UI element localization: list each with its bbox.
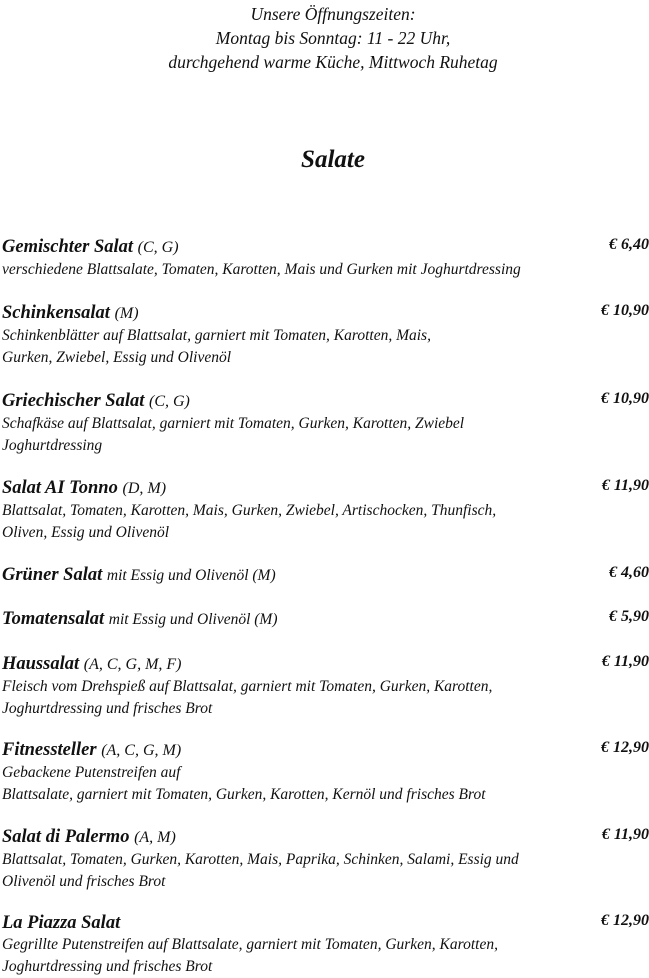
item-price: € 11,90 (601, 826, 649, 843)
section-title: Salate (301, 146, 365, 173)
item-description: Schinkenblätter auf Blattsalat, garniert mit Tomaten, Karotten, Mais, Gurken, Zwiebel, Essig und Olivenöl (2, 327, 431, 366)
menu-item (2, 564, 649, 587)
item-description: Blattsalat, Tomaten, Gurken, Karotten, Mais, Paprika, Schinken, Salami, Essig und Olivenöl und frisches Brot (2, 851, 519, 890)
item-description: Gebackene Putenstreifen auf Blattsalate, garniert mit Tomaten, Gurken, Karotten, Kernöl und frisches Brot (2, 764, 486, 803)
item-description: Gegrillte Putenstreifen auf Blattsalate, garniert mit Tomaten, Gurken, Karotten, Joghurtdressing und frisches Brot (2, 936, 498, 975)
item-allergens: (C, G) (148, 393, 190, 410)
item-name: Salat di Palermo (2, 827, 130, 847)
item-description: Schafkäse auf Blattsalat, garniert mit Tomaten, Gurken, Karotten, Zwiebel Joghurtdressing (2, 415, 465, 454)
item-price: € 4,60 (609, 564, 649, 581)
menu-item (2, 236, 649, 281)
menu-item (2, 477, 649, 544)
item-allergens: (D, M) (122, 480, 167, 497)
opening-hours-heading: Unsere Öffnungszeiten: (250, 4, 416, 24)
menu-item (2, 608, 649, 631)
item-inline-description: mit Essig und Olivenöl (M) (106, 567, 276, 584)
item-name: Schinkensalat (2, 303, 110, 323)
menu-item (2, 653, 649, 720)
item-allergens: (A, C, G, M) (101, 742, 182, 759)
item-allergens: (A, M) (134, 829, 176, 846)
menu-item (2, 302, 649, 369)
item-name: Gemischter Salat (2, 237, 134, 257)
item-price: € 5,90 (609, 608, 649, 625)
menu-item (2, 826, 649, 893)
item-name: Grüner Salat (2, 565, 103, 585)
item-price: € 10,90 (601, 390, 649, 407)
opening-hours-note: durchgehend warme Küche, Mittwoch Ruhetag (168, 52, 498, 72)
item-description: verschiedene Blattsalate, Tomaten, Karotten, Mais und Gurken mit Joghurtdressing (2, 261, 521, 278)
item-inline-description: mit Essig und Olivenöl (M) (108, 611, 278, 628)
item-price: € 12,90 (601, 912, 649, 929)
menu-item (2, 912, 649, 978)
item-name: Haussalat (2, 654, 80, 674)
item-price: € 11,90 (601, 477, 649, 494)
menu-item (2, 739, 649, 806)
item-price: € 11,90 (601, 653, 649, 670)
item-name: La Piazza Salat (2, 913, 121, 933)
item-description: Blattsalat, Tomaten, Karotten, Mais, Gurken, Zwiebel, Artischocken, Thunfisch, Oliven, Essig und Olivenöl (2, 502, 497, 541)
opening-hours-days: Montag bis Sonntag: 11 - 22 Uhr, (215, 28, 451, 48)
item-price: € 10,90 (601, 302, 649, 319)
item-name: Fitnessteller (2, 740, 97, 760)
item-price: € 12,90 (601, 739, 649, 756)
item-name: Salat AI Tonno (2, 478, 118, 498)
item-name: Tomatensalat (2, 609, 105, 629)
opening-hours (0, 2, 649, 74)
item-allergens: (C, G) (137, 239, 179, 256)
item-name: Griechischer Salat (2, 391, 145, 411)
item-allergens: (M) (114, 305, 139, 322)
item-price: € 6,40 (609, 236, 649, 253)
item-description: Fleisch vom Drehspieß auf Blattsalat, garniert mit Tomaten, Gurken, Karotten, Joghurtdressing und frisches Brot (2, 678, 493, 717)
item-allergens: (A, C, G, M, F) (83, 656, 182, 673)
menu-item (2, 390, 649, 457)
